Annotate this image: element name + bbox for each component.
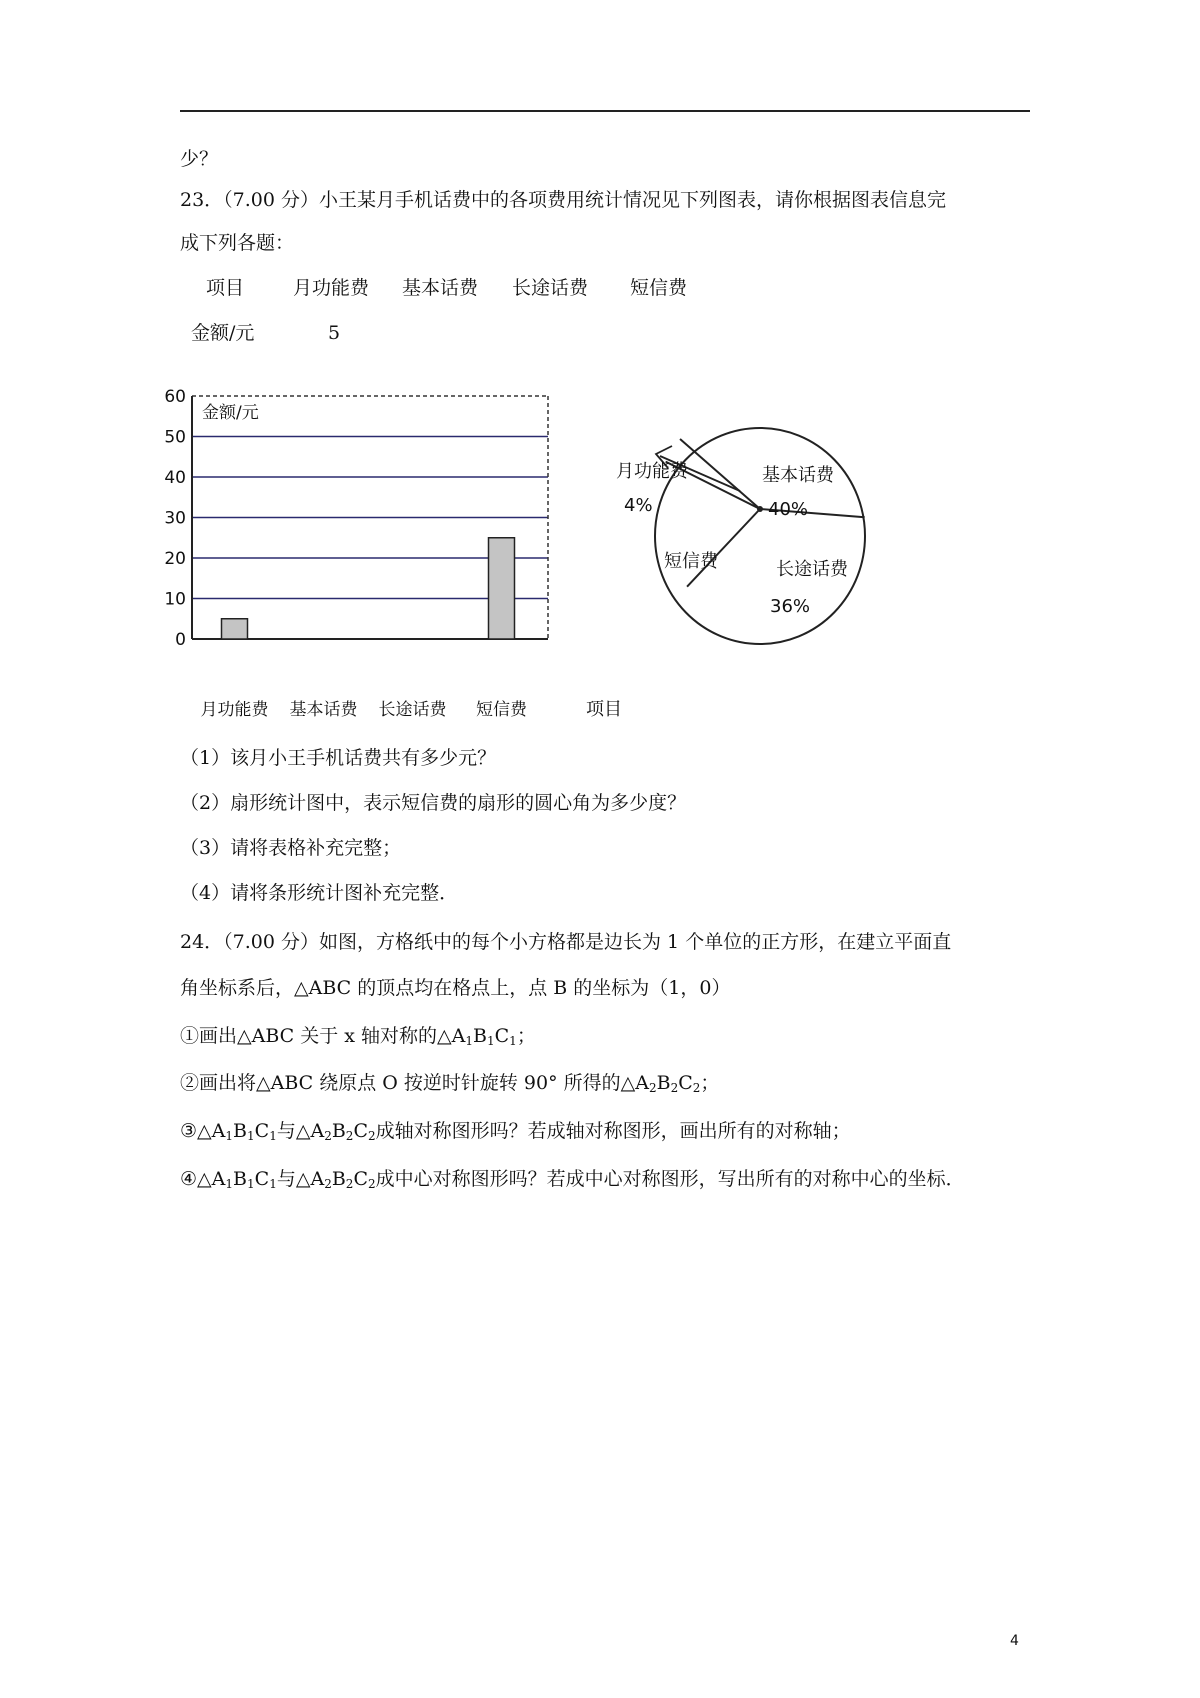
bar-chart-xlabel: 项目 <box>586 699 622 720</box>
table-header-cell: 基本话费 <box>402 277 479 299</box>
bar-chart-xticks <box>201 700 528 720</box>
question-23-part-3: （3）请将表格补充完整； <box>180 837 402 859</box>
question-23-line-2: 成下列各题： <box>180 232 295 254</box>
x-tick-label: 基本话费 <box>289 700 358 720</box>
table-value-cell: 5 <box>328 322 341 344</box>
header-rule <box>180 110 1030 112</box>
triangle-a2b2c2: $\triangle A_2B_2C_2$ <box>295 1168 376 1191</box>
pie-slice-label: 月功能费 <box>616 461 688 482</box>
pie-slice-boundary <box>687 509 760 587</box>
bar-chart-ylabel: 金额/元 <box>202 403 259 423</box>
table-header-cell: 长途话费 <box>512 277 589 299</box>
y-tick-label: 50 <box>164 427 186 448</box>
question-23-line-1: 23．（7.00 分）小王某月手机话费中的各项费用统计情况见下列图表，请你根据图表信息完 <box>180 189 947 211</box>
question-24-part-2: ②画出将△ABC 绕原点 O 按逆时针旋转 90° 所得的$\triangle A_2B_2C_2$； <box>180 1072 720 1095</box>
pie-slice-percent: 36% <box>770 596 811 617</box>
y-tick-label: 30 <box>164 508 186 529</box>
y-tick-label: 60 <box>164 387 186 407</box>
question-23-part-2: （2）扇形统计图中，表示短信费的扇形的圆心角为多少度？ <box>180 792 687 814</box>
bar <box>489 538 515 639</box>
pie-slice-label: 短信费 <box>664 551 718 572</box>
pie-slice-percent: 40% <box>768 499 809 520</box>
pie-slice-label: 长途话费 <box>776 559 848 580</box>
triangle-a2b2c2: $\triangle A_2B_2C_2$ <box>295 1120 376 1143</box>
triangle-a2b2c2: $\triangle A_2B_2C_2$ <box>620 1072 701 1095</box>
table-header-cell: 月功能费 <box>293 277 370 299</box>
question-24-part-1: ①画出△ABC 关于 x 轴对称的$\triangle A_1B_1C_1$； <box>180 1025 536 1048</box>
question-23-part-4: （4）请将条形统计图补充完整． <box>180 882 459 904</box>
triangle-a1b1c1: $\triangle A_1B_1C_1$ <box>197 1120 277 1143</box>
triangle-a1b1c1: $\triangle A_1B_1C_1$ <box>437 1025 517 1048</box>
y-tick-label: 40 <box>164 468 186 488</box>
y-tick-label: 20 <box>164 549 186 569</box>
bar-chart-bars <box>222 538 515 639</box>
question-24-part-4: $④\triangle A_1B_1C_1$与$\triangle A_2B_2C_2$成中心对称图形吗？若成中心对称图形，写出所有的对称中心的坐标． <box>180 1168 965 1191</box>
y-tick-label: 0 <box>175 630 186 650</box>
table-row-label: 金额/元 <box>191 322 255 344</box>
x-tick-label: 月功能费 <box>200 700 269 720</box>
pie-center <box>757 506 763 512</box>
pie-chart <box>610 415 930 675</box>
pie-slice-percent: 4% <box>624 495 653 516</box>
table-header-cell: 项目 <box>206 277 245 299</box>
question-24-line-2: 角坐标系后，△ABC 的顶点均在格点上，点 B 的坐标为（1，0） <box>180 977 731 999</box>
table-header-cell: 短信费 <box>630 277 688 299</box>
page-number: 4 <box>1010 1633 1019 1649</box>
question-24-line-1: 24．（7.00 分）如图，方格纸中的每个小方格都是边长为 1 个单位的正方形，在建立平面直 <box>180 931 952 953</box>
y-tick-label: 10 <box>164 589 186 610</box>
bar <box>222 619 248 639</box>
pie-slice-label: 基本话费 <box>762 465 834 486</box>
bar-chart-yticks <box>164 387 186 650</box>
triangle-a1b1c1: $\triangle A_1B_1C_1$ <box>197 1168 277 1191</box>
bar-chart <box>164 387 630 728</box>
x-tick-label: 短信费 <box>476 700 527 720</box>
question-23-part-1: （1）该月小王手机话费共有多少元？ <box>180 747 497 769</box>
text-line: 少？ <box>180 148 219 170</box>
question-24-part-3: $③\triangle A_1B_1C_1$与$\triangle A_2B_2C_2$成轴对称图形吗？若成轴对称图形，画出所有的对称轴； <box>180 1120 851 1143</box>
x-tick-label: 长途话费 <box>378 700 447 720</box>
